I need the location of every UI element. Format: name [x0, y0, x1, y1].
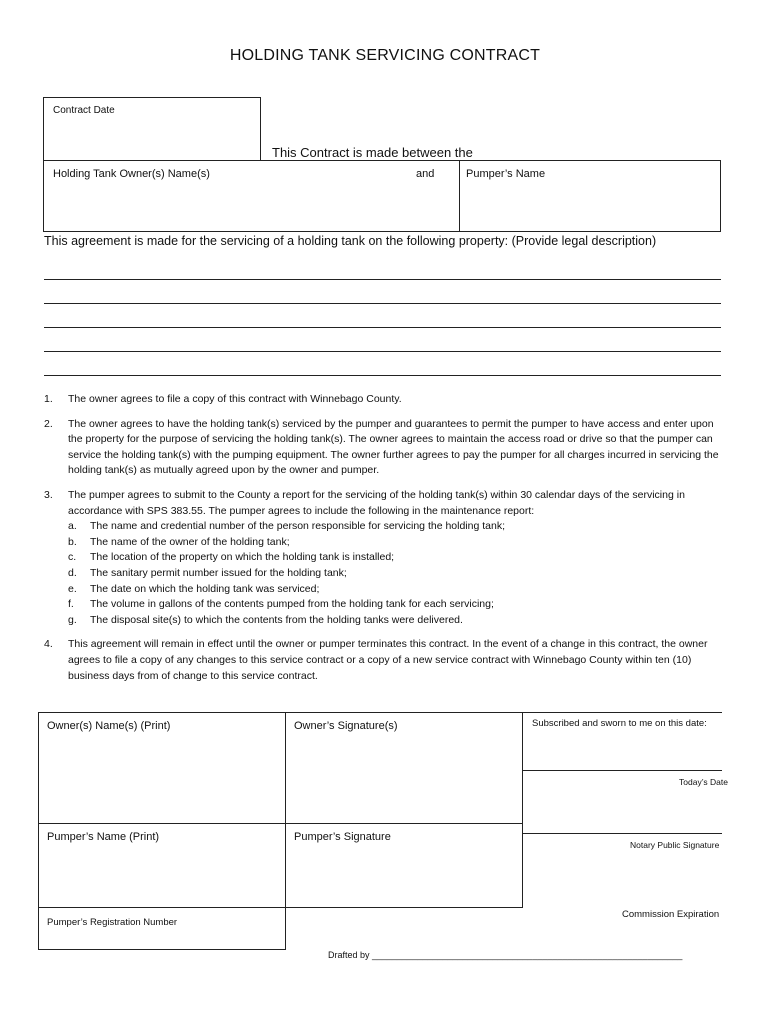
report-item-text: The location of the property on which the holding tank is installed; — [90, 551, 395, 564]
drafted-by-line: Drafted by ______________________________________________________________ — [328, 950, 683, 960]
report-item — [68, 613, 728, 629]
signature-table — [38, 712, 522, 950]
term-text: The pumper agrees to submit to the County a report for the servicing of the holding tank(s) within 30 calendar days of the servicing in accordance with SPS 383.55. The pumper agrees to include the following in the maintenance report: — [68, 488, 685, 517]
and-label: and — [416, 168, 435, 180]
owner-names-print-field[interactable] — [38, 712, 286, 824]
legal-description-line[interactable] — [44, 279, 721, 280]
report-item-letter: b. — [68, 535, 77, 548]
contract-date-label: Contract Date — [53, 105, 115, 116]
owner-names-label: Holding Tank Owner(s) Name(s) — [53, 168, 210, 180]
pumper-name-print-field[interactable] — [38, 823, 286, 908]
term-item — [44, 417, 728, 479]
property-intro: This agreement is made for the servicing of a holding tank on the following property: (Provide legal description) — [44, 234, 657, 248]
pumper-signature-field[interactable] — [285, 823, 523, 908]
report-item — [68, 597, 728, 613]
legal-description-line[interactable] — [44, 327, 721, 328]
pumper-registration-label: Pumper’s Registration Number — [47, 917, 178, 928]
report-item-letter: a. — [68, 520, 77, 533]
pumper-name-print-label: Pumper’s Name (Print) — [47, 831, 160, 843]
todays-date-field[interactable] — [522, 770, 728, 834]
report-item-text: The name of the owner of the holding tank; — [90, 535, 290, 548]
contract-terms — [44, 392, 728, 693]
term-text: This agreement will remain in effect until the owner or pumper terminates this contract. In the event of a change in this contract, the owner agrees to file a copy of any changes to this service contract or a copy of a new service contract with Winnebago County within ten (10) business days from of change to this service contract. — [68, 638, 708, 682]
owner-signature-field[interactable] — [285, 712, 523, 824]
term-item — [44, 392, 728, 408]
report-item — [68, 550, 728, 566]
term-number: 2. — [44, 417, 53, 430]
legal-description-line[interactable] — [44, 303, 721, 304]
pumper-registration-field[interactable] — [38, 907, 286, 950]
report-item-text: The disposal site(s) to which the contents from the holding tanks were delivered. — [90, 613, 463, 626]
term-item — [44, 637, 728, 684]
contract-date-box[interactable] — [43, 97, 261, 161]
legal-description-line[interactable] — [44, 375, 721, 376]
report-item — [68, 566, 728, 582]
report-item-text: The volume in gallons of the contents pumped from the holding tank for each servicing; — [90, 598, 494, 611]
report-item — [68, 535, 728, 551]
report-item — [68, 519, 728, 535]
pumper-signature-label: Pumper’s Signature — [294, 831, 391, 843]
report-item-letter: e. — [68, 582, 77, 595]
pumper-name-label: Pumper’s Name — [466, 168, 546, 180]
notary-signature-label: Notary Public Signature — [630, 840, 720, 850]
term-text: The owner agrees to have the holding tank(s) serviced by the pumper and guarantees to permit the pumper to have access and enter upon the property for the purpose of servicing the holding tank(s). The owner agrees to maintain the access road or drive so that the pumper can service the holding tank(s) with the pumping equipment. The owner further agrees to pay the pumper for all charges incurred in servicing the holding tank(s) as mutually agreed upon by the owner and pumper. — [68, 417, 719, 477]
parties-divider — [459, 161, 460, 231]
report-item — [68, 582, 728, 598]
term-number: 1. — [44, 393, 53, 405]
made-between-text: This Contract is made between the — [272, 145, 473, 160]
report-item-letter: f. — [68, 598, 74, 611]
report-item-letter: d. — [68, 566, 77, 579]
legal-description-line[interactable] — [44, 351, 721, 352]
report-item-text: The name and credential number of the person responsible for servicing the holding tank; — [90, 520, 505, 533]
commission-expiration-label: Commission Expiration — [622, 909, 720, 920]
term-number: 3. — [44, 488, 53, 501]
subscribed-label: Subscribed and sworn to me on this date: — [532, 718, 707, 729]
report-item-letter: c. — [68, 551, 77, 564]
notary-section — [522, 712, 728, 932]
term-number: 4. — [44, 638, 53, 651]
parties-box — [43, 160, 721, 232]
report-item-text: The date on which the holding tank was serviced; — [90, 582, 320, 595]
todays-date-label: Today’s Date — [679, 777, 728, 787]
owner-signature-label: Owner’s Signature(s) — [294, 720, 398, 732]
report-item-letter: g. — [68, 613, 77, 626]
page-title: HOLDING TANK SERVICING CONTRACT — [229, 47, 541, 64]
report-item-text: The sanitary permit number issued for the holding tank; — [90, 566, 347, 579]
term-text: The owner agrees to file a copy of this contract with Winnebago County. — [68, 393, 402, 405]
report-items-list — [68, 519, 728, 628]
term-item — [44, 488, 728, 628]
notary-top-divider — [522, 712, 722, 713]
owner-names-print-label: Owner(s) Name(s) (Print) — [47, 720, 171, 732]
